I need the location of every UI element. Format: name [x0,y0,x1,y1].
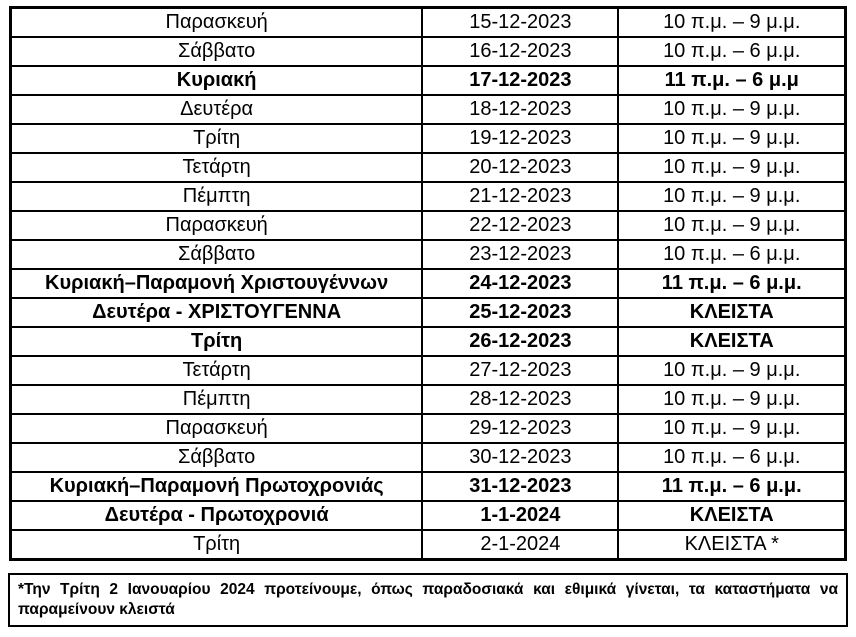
date-cell: 1-1-2024 [422,501,618,530]
date-cell: 16-12-2023 [422,37,618,66]
day-cell: Τετάρτη [11,356,422,385]
day-cell: Δευτέρα - Πρωτοχρονιά [11,501,422,530]
table-row [11,95,845,124]
hours-cell: ΚΛΕΙΣΤΑ [618,298,845,327]
footnote-box [8,573,848,627]
opening-hours-table-body [11,8,845,559]
table-row [11,269,845,298]
day-cell: Πέμπτη [11,385,422,414]
hours-cell: 10 π.μ. – 9 μ.μ. [618,414,845,443]
table-row [11,182,845,211]
day-cell: Κυριακή [11,66,422,95]
hours-cell: ΚΛΕΙΣΤΑ * [618,530,845,559]
table-row [11,414,845,443]
day-cell: Παρασκευή [11,211,422,240]
table-row [11,211,845,240]
hours-cell: 10 π.μ. – 9 μ.μ. [618,153,845,182]
table-row [11,124,845,153]
day-cell: Δευτέρα [11,95,422,124]
footnote-text: *Την Τρίτη 2 Ιανουαρίου 2024 προτείνουμε, όπως παραδοσιακά και εθιμικά γίνεται, τα καταστήματα να παραμείνουν κλειστά [18,581,838,618]
hours-cell: 10 π.μ. – 9 μ.μ. [618,95,845,124]
date-cell: 20-12-2023 [422,153,618,182]
table-row [11,37,845,66]
table-row [11,66,845,95]
day-cell: Δευτέρα - ΧΡΙΣΤΟΥΓΕΝΝΑ [11,298,422,327]
date-cell: 2-1-2024 [422,530,618,559]
hours-cell: ΚΛΕΙΣΤΑ [618,501,845,530]
day-cell: Τρίτη [11,530,422,559]
day-cell: Κυριακή–Παραμονή Χριστουγέννων [11,269,422,298]
table-row [11,327,845,356]
table-row [11,443,845,472]
day-cell: Σάββατο [11,443,422,472]
date-cell: 18-12-2023 [422,95,618,124]
table-row [11,472,845,501]
day-cell: Τετάρτη [11,153,422,182]
hours-cell: 10 π.μ. – 9 μ.μ. [618,385,845,414]
day-cell: Σάββατο [11,37,422,66]
table-row [11,298,845,327]
day-cell: Παρασκευή [11,8,422,37]
date-cell: 15-12-2023 [422,8,618,37]
hours-cell: 10 π.μ. – 9 μ.μ. [618,124,845,153]
hours-cell: 10 π.μ. – 6 μ.μ. [618,443,845,472]
opening-hours-table [9,6,847,561]
day-cell: Κυριακή–Παραμονή Πρωτοχρονιάς [11,472,422,501]
hours-cell: 11 π.μ. – 6 μ.μ. [618,269,845,298]
hours-cell: 10 π.μ. – 6 μ.μ. [618,240,845,269]
day-cell: Παρασκευή [11,414,422,443]
hours-cell: 10 π.μ. – 6 μ.μ. [618,37,845,66]
date-cell: 19-12-2023 [422,124,618,153]
date-cell: 31-12-2023 [422,472,618,501]
day-cell: Σάββατο [11,240,422,269]
date-cell: 25-12-2023 [422,298,618,327]
hours-cell: 11 π.μ. – 6 μ.μ [618,66,845,95]
day-cell: Τρίτη [11,124,422,153]
date-cell: 26-12-2023 [422,327,618,356]
date-cell: 21-12-2023 [422,182,618,211]
hours-cell: 11 π.μ. – 6 μ.μ. [618,472,845,501]
date-cell: 22-12-2023 [422,211,618,240]
table-row [11,240,845,269]
date-cell: 28-12-2023 [422,385,618,414]
table-row [11,8,845,37]
hours-cell: ΚΛΕΙΣΤΑ [618,327,845,356]
table-row [11,530,845,559]
hours-cell: 10 π.μ. – 9 μ.μ. [618,211,845,240]
table-row [11,153,845,182]
date-cell: 24-12-2023 [422,269,618,298]
table-row [11,356,845,385]
date-cell: 17-12-2023 [422,66,618,95]
table-row [11,501,845,530]
day-cell: Πέμπτη [11,182,422,211]
date-cell: 29-12-2023 [422,414,618,443]
date-cell: 23-12-2023 [422,240,618,269]
table-row [11,385,845,414]
day-cell: Τρίτη [11,327,422,356]
date-cell: 30-12-2023 [422,443,618,472]
hours-cell: 10 π.μ. – 9 μ.μ. [618,182,845,211]
date-cell: 27-12-2023 [422,356,618,385]
hours-cell: 10 π.μ. – 9 μ.μ. [618,8,845,37]
hours-cell: 10 π.μ. – 9 μ.μ. [618,356,845,385]
